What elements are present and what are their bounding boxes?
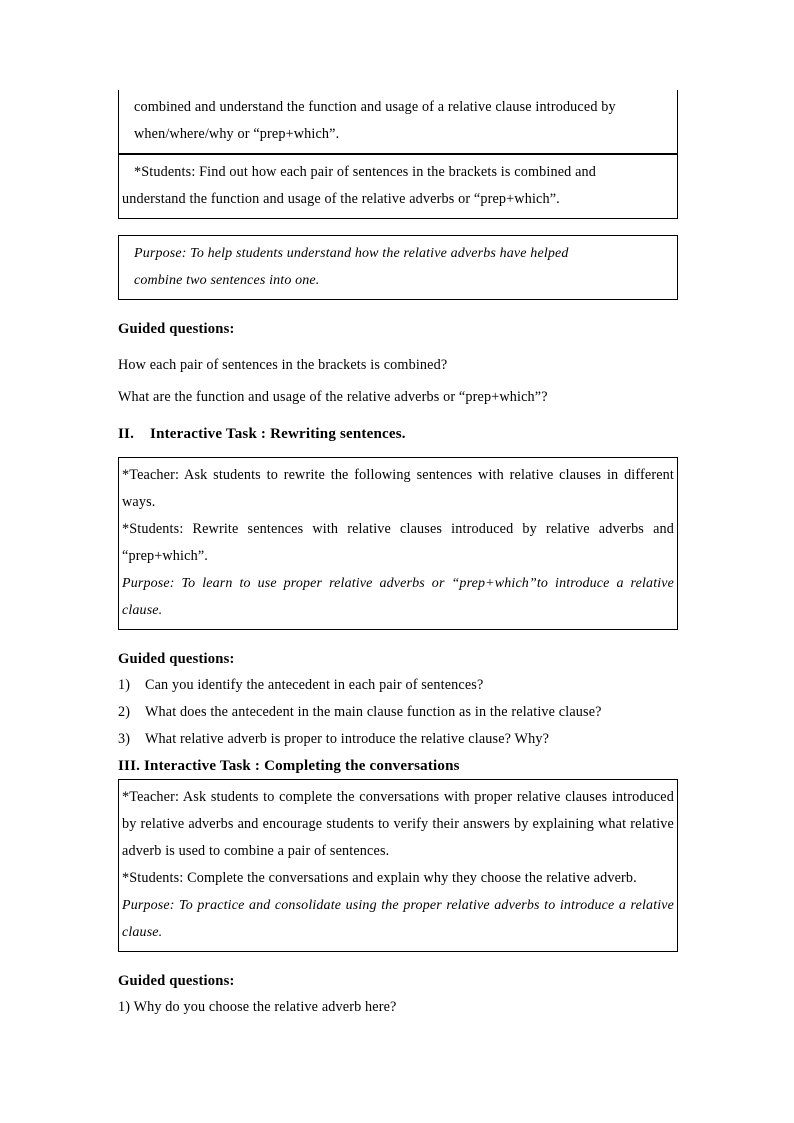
section-3-guided-question-1 <box>118 994 678 1021</box>
list-item <box>118 699 678 726</box>
section-2-numeral: II. <box>118 426 135 442</box>
students-find-out-line-2: understand the function and usage of the relative adverbs or “prep+which”. <box>122 191 560 207</box>
continued-line-1: combined and understand the function and usage of a relative clause introduced by <box>134 99 616 115</box>
guided-questions-heading-1: Guided questions: <box>118 321 235 337</box>
section-2-purpose-text: Purpose: To learn to use proper relative adverbs or “prep+which”to introduce a relative clause. <box>122 576 674 618</box>
question-number: 1) <box>118 999 131 1015</box>
guided-question-1-2: What are the function and usage of the relative adverbs or “prep+which”? <box>118 389 548 405</box>
section-2-teacher-text: *Teacher: Ask students to rewrite the following sentences with relative clauses in different ways. <box>122 467 674 510</box>
question-text: What relative adverb is proper to introduce the relative clause? Why? <box>145 731 550 747</box>
continued-instruction-box <box>118 90 678 154</box>
question-text: Can you identify the antecedent in each pair of sentences? <box>145 677 484 693</box>
question-text: Why do you choose the relative adverb here? <box>133 999 397 1015</box>
guided-questions-heading-3: Guided questions: <box>118 973 235 989</box>
section-3-students-text: *Students: Complete the conversations and explain why they choose the relative adverb. <box>122 870 637 886</box>
list-item <box>118 726 678 753</box>
section-3-numeral: III. <box>118 758 141 774</box>
document-content <box>118 90 678 1021</box>
section-2-title: Interactive Task : Rewriting sentences. <box>150 426 406 442</box>
question-number: 2) <box>118 704 131 720</box>
continued-line-2: when/where/why or “prep+which”. <box>134 126 340 142</box>
question-text: What does the antecedent in the main clause function as in the relative clause? <box>145 704 602 720</box>
section-2-guided-question-list <box>118 672 678 753</box>
section-3-title: Interactive Task : Completing the conversations <box>144 758 460 774</box>
purpose-box-1 <box>118 235 678 300</box>
students-find-out-line-1: *Students: Find out how each pair of sentences in the brackets is combined and <box>134 164 597 180</box>
list-item <box>118 672 678 699</box>
question-number: 3) <box>118 731 131 747</box>
section-2-students-text: *Students: Rewrite sentences with relative clauses introduced by relative adverbs and “prep+which”. <box>122 521 674 564</box>
section-2-heading <box>118 421 678 447</box>
purpose-1-line-2: combine two sentences into one. <box>134 273 320 288</box>
students-find-out-box <box>118 154 678 219</box>
section-3-task-box <box>118 779 678 952</box>
guided-questions-heading-2: Guided questions: <box>118 651 235 667</box>
section-3-heading <box>118 753 678 779</box>
purpose-1-line-1: Purpose: To help students understand how the relative adverbs have helped <box>134 246 569 261</box>
section-3-purpose-text: Purpose: To practice and consolidate using the proper relative adverbs to introduce a relative clause. <box>122 898 674 940</box>
section-3-teacher-text: *Teacher: Ask students to complete the conversations with proper relative clauses introduced by relative adverbs and encourage students to verify their answers by explaining what relative adverb is used to combine a pair of sentences. <box>122 789 674 859</box>
question-number: 1) <box>118 677 131 693</box>
guided-question-1-1: How each pair of sentences in the brackets is combined? <box>118 357 448 373</box>
section-2-task-box <box>118 457 678 630</box>
